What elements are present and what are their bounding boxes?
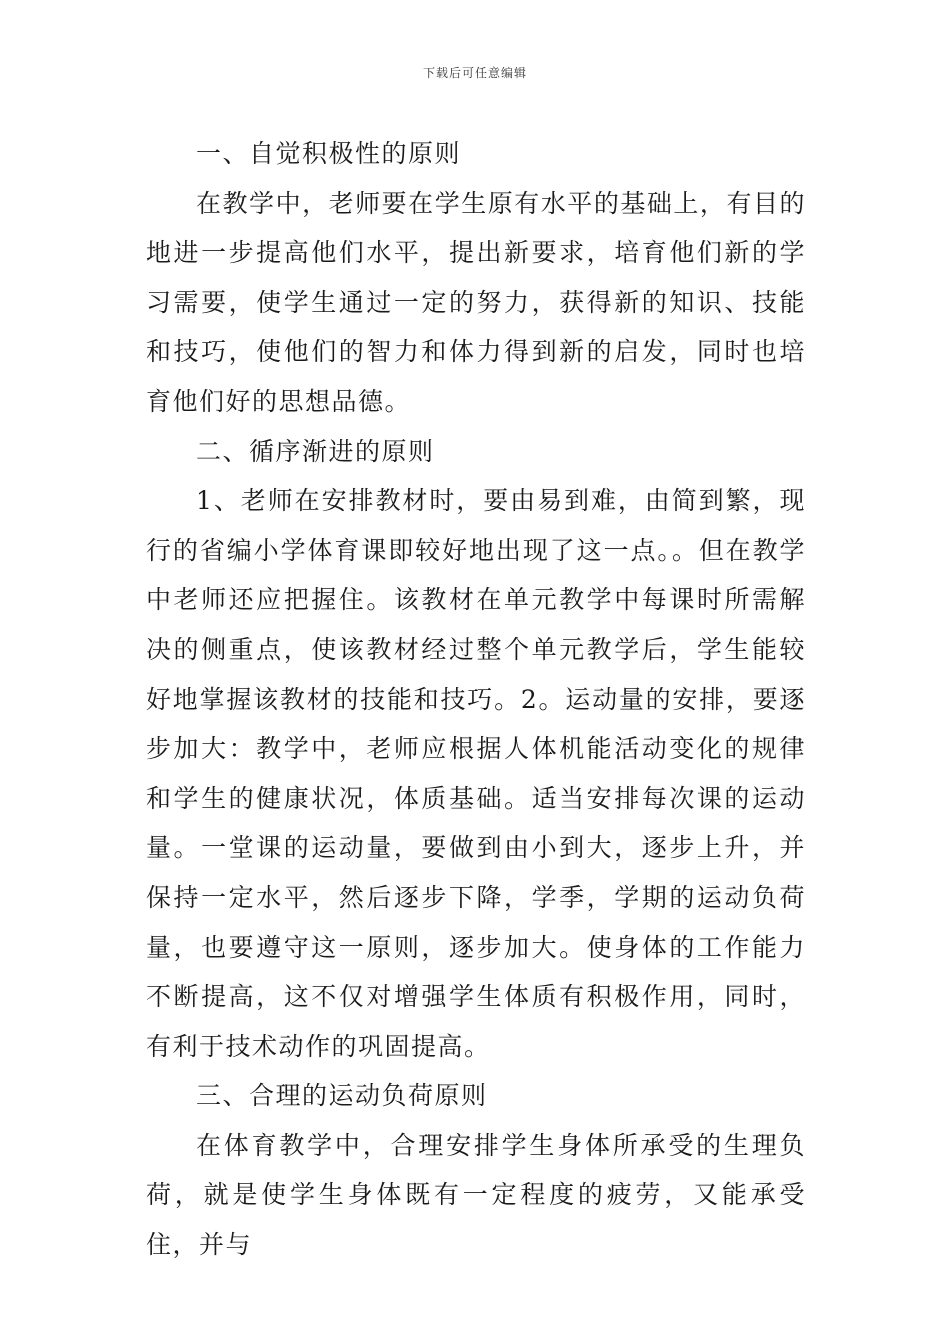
header-note: 下载后可任意编辑 (422, 66, 527, 80)
paragraph: 1、老师在安排教材时，要由易到难，由简到繁，现行的省编小学体育课即较好地出现了这一点。。但在教学中老师还应把握住。该教材在单元教学中每课时所需解决的侧重点，使该教材经过整个单元教学后，学生能较好地掌握该教材的技能和技巧。2。运动量的安排，要逐步加大：教学中，老师应根据人体机能活动变化的规律和学生的健康状况，体质基础。适当安排每次课的运动量。一堂课的运动量，要做到由小到大，逐步上升，并保持一定水平，然后逐步下降，学季，学期的运动负荷量，也要遵守这一原则，逐步加大。使身体的工作能力不断提高，这不仅对增强学生体质有积极作用，同时，有利于技术动作的巩固提高。 (146, 486, 806, 1061)
paragraph: 在体育教学中，合理安排学生身体所承受的生理负荷，就是使学生身体既有一定程度的疲劳，又能承受住，并与 (146, 1130, 806, 1260)
paragraph: 在教学中，老师要在学生原有水平的基础上，有目的地进一步提高他们水平，提出新要求，培育他们新的学习需要，使学生通过一定的努力，获得新的知识、技能和技巧，使他们的智力和体力得到新的启发，同时也培育他们好的思想品德。 (146, 188, 806, 416)
section-heading-3: 三、合理的运动负荷原则 (196, 1081, 488, 1111)
section-heading-2: 二、循序渐进的原则 (196, 436, 435, 466)
section-heading-1: 一、自觉积极性的原则 (196, 139, 462, 168)
document-body (146, 129, 806, 1270)
